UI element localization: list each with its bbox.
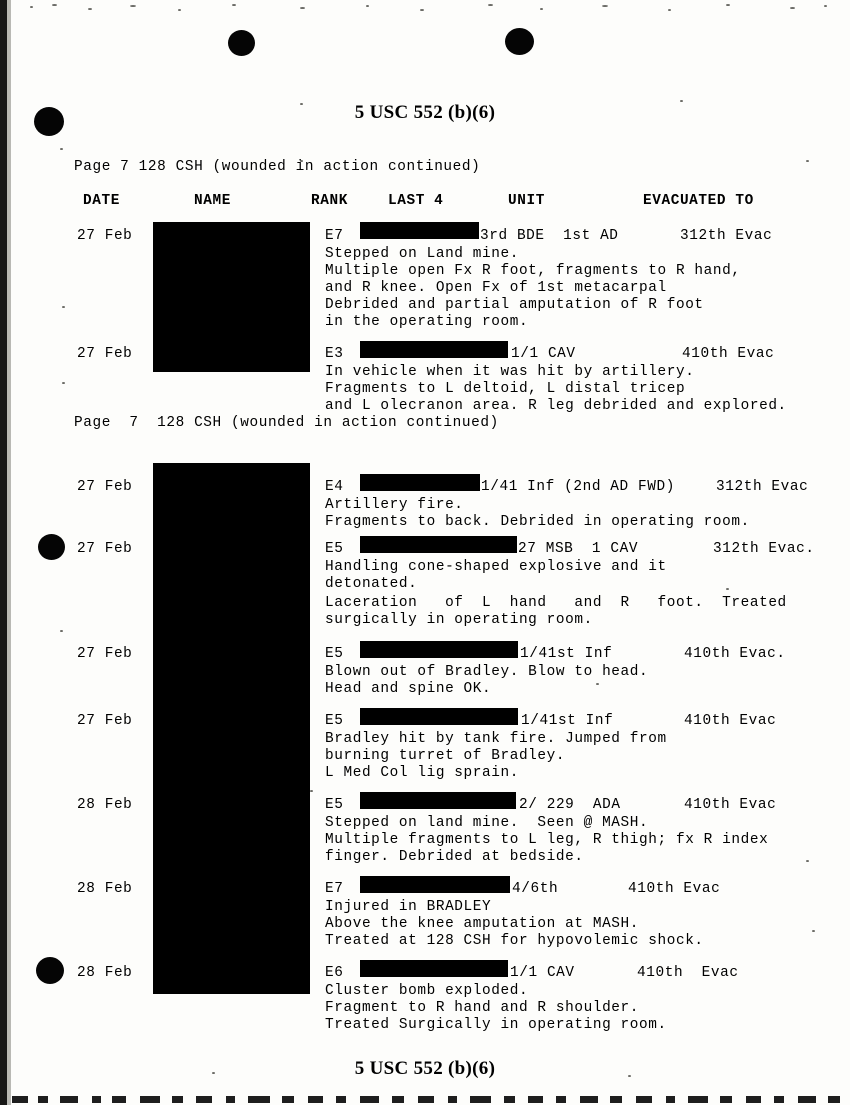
entry-evac: 410th Evac <box>682 346 775 362</box>
entry-unit: 2/ 229 ADA <box>519 797 621 813</box>
entry-narrative-line: Blown out of Bradley. Blow to head. <box>325 664 649 680</box>
entry-narrative-line: Above the knee amputation at MASH. <box>325 916 640 932</box>
entry-narrative-line: Cluster bomb exploded. <box>325 983 529 999</box>
redaction-block-last4 <box>360 222 479 239</box>
entry-narrative-line: Artillery fire. <box>325 497 464 513</box>
entry-unit: 1/1 CAV <box>511 346 576 362</box>
entry-narrative-line: Bradley hit by tank fire. Jumped from <box>325 731 667 747</box>
entry-rank: E6 <box>325 965 344 981</box>
entry-rank: E3 <box>325 346 344 362</box>
entry-rank: E5 <box>325 541 344 557</box>
entry-narrative-line: Fragments to back. Debrided in operating room. <box>325 514 750 530</box>
entry-narrative-line: Fragment to R hand and R shoulder. <box>325 1000 640 1016</box>
entry-narrative-line: L Med Col lig sprain. <box>325 765 519 781</box>
entry-rank: E7 <box>325 228 344 244</box>
entry-date: 27 Feb <box>77 479 133 495</box>
entry-evac: 312th Evac <box>716 479 809 495</box>
entry-unit: 1/41st Inf <box>521 713 614 729</box>
column-header-date: DATE <box>83 193 120 209</box>
entry-narrative-line: Treated at 128 CSH for hypovolemic shock. <box>325 933 704 949</box>
entry-date: 28 Feb <box>77 965 133 981</box>
entry-rank: E7 <box>325 881 344 897</box>
entry-narrative-line: surgically in operating room. <box>325 612 593 628</box>
entry-narrative-line: and L olecranon area. R leg debrided and explored. <box>325 398 787 414</box>
redaction-block-last4 <box>360 474 480 491</box>
scan-noise-bottom <box>0 1094 850 1105</box>
column-header-name: NAME <box>194 193 231 209</box>
entry-date: 27 Feb <box>77 228 133 244</box>
redaction-block-last4 <box>360 536 517 553</box>
redaction-block-last4 <box>360 960 508 977</box>
entry-evac: 312th Evac <box>680 228 773 244</box>
entry-narrative-line: Stepped on Land mine. <box>325 246 519 262</box>
column-header-unit: UNIT <box>508 193 545 209</box>
entry-date: 27 Feb <box>77 541 133 557</box>
entry-evac: 410th Evac <box>684 713 777 729</box>
header-exemption-stamp: 5 USC 552 (b)(6) <box>354 102 496 123</box>
entry-narrative-line: and R knee. Open Fx of 1st metacarpal <box>325 280 667 296</box>
entry-date: 28 Feb <box>77 797 133 813</box>
entry-narrative-line: burning turret of Bradley. <box>325 748 566 764</box>
redaction-block-name <box>153 222 310 341</box>
column-header-last4: LAST 4 <box>388 193 444 209</box>
entry-narrative-line: detonated. <box>325 576 418 592</box>
entry-rank: E5 <box>325 646 344 662</box>
entry-rank: E4 <box>325 479 344 495</box>
redaction-block-last4 <box>360 876 510 893</box>
column-header-rank: RANK <box>311 193 348 209</box>
entry-rank: E5 <box>325 797 344 813</box>
redaction-block-last4 <box>360 341 508 358</box>
footer-exemption-stamp: 5 USC 552 (b)(6) <box>354 1058 496 1079</box>
entry-date: 28 Feb <box>77 881 133 897</box>
entry-evac: 312th Evac. <box>713 541 815 557</box>
entry-narrative-line: Head and spine OK. <box>325 681 492 697</box>
entry-narrative-line: Multiple fragments to L leg, R thigh; fx R index <box>325 832 769 848</box>
entry-date: 27 Feb <box>77 346 133 362</box>
redaction-block-name-column <box>153 463 310 994</box>
redaction-block-last4 <box>360 792 516 809</box>
entry-narrative-line: Fragments to L deltoid, L distal tricep <box>325 381 686 397</box>
page-label-top: Page 7 128 CSH (wounded in action continued) <box>74 159 481 175</box>
redaction-block-last4 <box>360 708 518 725</box>
entry-unit: 3rd BDE 1st AD <box>480 228 619 244</box>
entry-evac: 410th Evac <box>684 797 777 813</box>
entry-narrative-line: Multiple open Fx R foot, fragments to R hand, <box>325 263 741 279</box>
entry-narrative-line: Stepped on land mine. Seen @ MASH. <box>325 815 649 831</box>
entry-evac: 410th Evac. <box>684 646 786 662</box>
entry-narrative-line: Handling cone-shaped explosive and it <box>325 559 667 575</box>
entry-evac: 410th Evac <box>628 881 721 897</box>
entry-evac: 410th Evac <box>637 965 739 981</box>
entry-narrative-line: Debrided and partial amputation of R foot <box>325 297 704 313</box>
column-header-evacuated-to: EVACUATED TO <box>643 193 754 209</box>
entry-unit: 27 MSB 1 CAV <box>518 541 639 557</box>
entry-narrative-line: finger. Debrided at bedside. <box>325 849 584 865</box>
entry-unit: 4/6th <box>512 881 559 897</box>
entry-narrative-line: Treated Surgically in operating room. <box>325 1017 667 1033</box>
entry-narrative-line: Laceration of L hand and R foot. Treated <box>325 595 787 611</box>
entry-date: 27 Feb <box>77 646 133 662</box>
page-label-mid: Page 7 128 CSH (wounded in action continued) <box>74 415 499 431</box>
entry-rank: E5 <box>325 713 344 729</box>
entry-narrative-line: In vehicle when it was hit by artillery. <box>325 364 695 380</box>
entry-unit: 1/41st Inf <box>520 646 613 662</box>
redaction-block-name <box>153 341 310 372</box>
entry-narrative-line: Injured in BRADLEY <box>325 899 492 915</box>
entry-date: 27 Feb <box>77 713 133 729</box>
entry-unit: 1/1 CAV <box>510 965 575 981</box>
entry-narrative-line: in the operating room. <box>325 314 529 330</box>
redaction-block-last4 <box>360 641 518 658</box>
entry-unit: 1/41 Inf (2nd AD FWD) <box>481 479 675 495</box>
